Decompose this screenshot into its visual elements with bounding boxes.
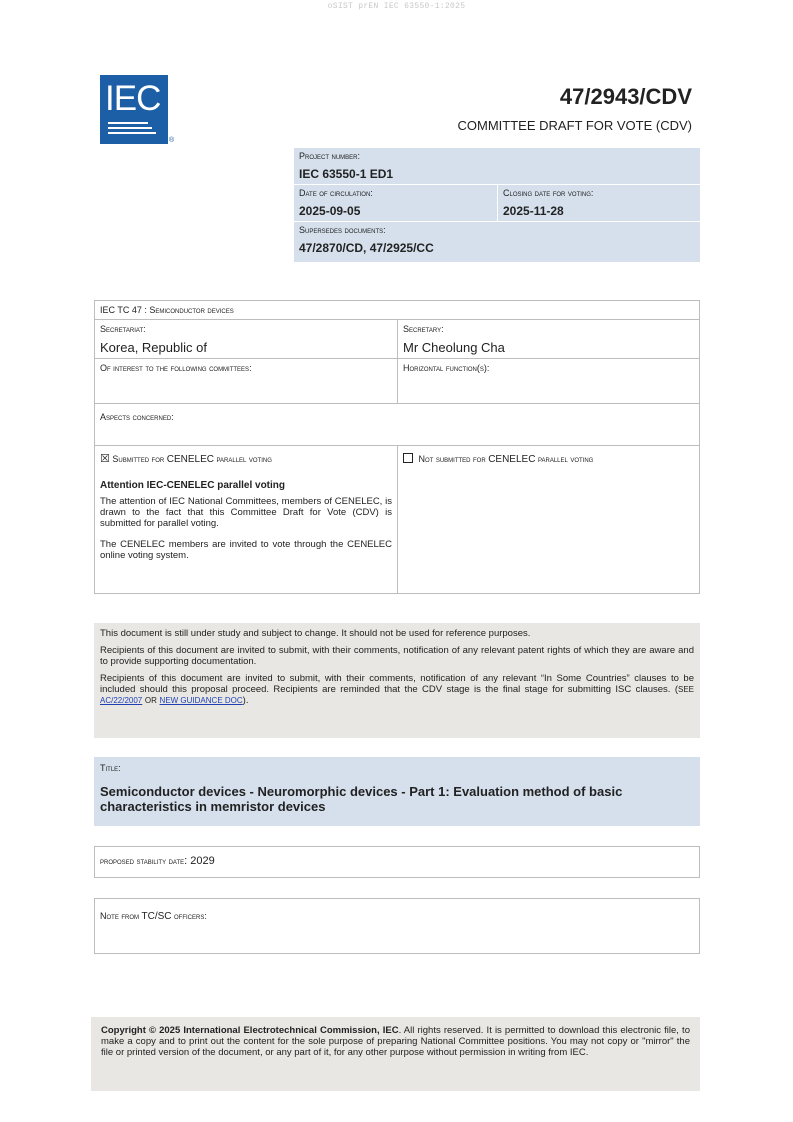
project-number: IEC 63550-1 ED1 [299,167,394,181]
aspects-label: Aspects concerned: [100,412,174,422]
attention-heading: Attention IEC-CENELEC parallel voting [100,480,286,491]
project-info-box [294,148,700,262]
not-submitted-option [403,453,694,466]
closing-cell [497,185,700,221]
secretary-value: Mr Cheolung Cha [403,340,505,355]
secretary-label: Secretary: [403,324,444,334]
tc-name: Semiconductor devices [149,305,234,315]
submitted-option [100,453,392,466]
notice-paragraph-3 [100,673,694,706]
stability-value: 2029 [190,855,215,867]
interest-label: Of interest to the following committees: [100,363,252,373]
circulation-label: Date of circulation: [299,188,373,198]
closing-date: 2025-11-28 [503,204,564,218]
not-submitted-cell [397,446,699,593]
document-number: 47/2943/CDV [559,84,692,109]
new-guidance-doc-link[interactable]: NEW GUIDANCE DOC [159,696,243,705]
not-submitted-prefix: Not submitted for [418,454,489,464]
dates-row [294,185,700,222]
logo-line [108,127,152,129]
notice-box [94,623,700,738]
tc-prefix: IEC TC 47 : [100,305,150,315]
secretary-cell [397,320,699,358]
title-box [94,757,700,826]
or-text: OR [144,696,157,705]
logo-line [108,122,148,124]
logo-line [108,132,156,134]
horizontal-cell [397,359,699,403]
cenelec-row [95,446,699,593]
registered-mark: ® [169,137,175,144]
notice-paragraph-1: This document is still under study and subject to change. It should not be used for reference purposes. [100,628,531,639]
note-label-prefix: Note from [100,911,142,921]
attention-paragraph-1: The attention of IEC National Committees, members of CENELEC, is drawn to the fact that this Committee Draft for Vote (CDV) is submitted for parallel voting. [100,496,392,529]
logo-text: IEC [105,79,161,118]
secretariat-row [95,320,699,359]
supersedes-label: Supersedes documents: [299,225,386,235]
checked-box-icon: ☒ [100,453,110,465]
circulation-cell [294,185,497,221]
submitted-cenelec: CENELEC [166,454,214,465]
project-number-cell [294,148,700,185]
aspects-cell [95,404,179,445]
project-number-label: Project number: [299,151,361,161]
copyright-box [91,1017,700,1091]
supersedes-cell [294,222,700,262]
supersedes-value: 47/2870/CD, 47/2925/CC [299,241,434,255]
document-title: Semiconductor devices - Neuromorphic devices - Part 1: Evaluation method of basic characteristics in memristor devices [100,784,623,814]
closing-label: Closing date for voting: [503,188,594,198]
copyright-text: . All rights reserved. It is permitted to download this electronic file, to make a copy and to print out the content for the sole purpose of preparing National Committee positions. You may not copy or "mirror" the file or printed version of the document, or any part of it, for any other purpose without permission in writing from IEC. [101,1025,690,1058]
submitted-prefix: Submitted for [112,454,167,464]
tc-row [95,301,699,320]
submitted-suffix: parallel voting [213,454,272,464]
stability-sep: : [184,855,191,867]
watermark: oSIST prEN IEC 63550-1:2025 [327,2,466,11]
circulation-date: 2025-09-05 [299,204,361,218]
submitted-cell [95,446,397,593]
committee-table [94,300,700,594]
see-text: SEE [677,685,694,694]
secretariat-value: Korea, Republic of [100,340,207,355]
attention-paragraph-2: The CENELEC members are invited to vote through the CENELEC online voting system. [100,539,392,561]
tc-cell [95,301,239,319]
unchecked-box-icon [403,453,413,463]
secretariat-label: Secretariat: [100,324,146,334]
aspects-row [95,404,699,446]
ac-22-2007-link[interactable]: AC/22/2007 [100,696,143,705]
stability-label: proposed stability date [100,856,185,866]
interest-cell [95,359,397,403]
secretariat-cell [95,320,397,358]
document-type: COMMITTEE DRAFT FOR VOTE (CDV) [457,118,692,133]
copyright-bold: Copyright © 2025 International Electrotechnical Commission, IEC [101,1025,399,1036]
notice-paragraph-2: Recipients of this document are invited to submit, with their comments, notification of any relevant patent rights of which they are aware and to provide supporting documentation. [100,645,694,667]
note-label-tc: TC/SC [141,911,172,922]
iec-logo [100,75,168,144]
note-label-suffix: officers: [171,911,207,921]
note-box [94,898,700,954]
interest-row [95,359,699,404]
not-submitted-cenelec: CENELEC [488,454,536,465]
horizontal-label: Horizontal function(s): [403,363,490,373]
not-submitted-suffix: parallel voting [535,454,594,464]
notice-end: ). [242,695,249,706]
notice-paragraph-3-text: Recipients of this document are invited to submit, with their comments, notification of any relevant “In Some Countries” clauses to be included should this proposal proceed. Recipients are reminded that the CDV stage is the final stage for submitting ISC clauses. ( [100,673,694,695]
title-label: Title: [100,763,121,773]
stability-box [94,846,700,878]
